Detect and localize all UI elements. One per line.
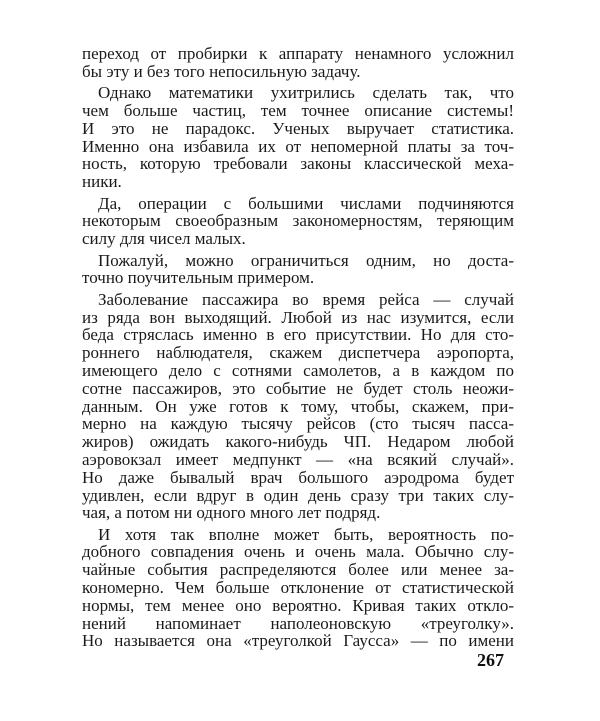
text-line: имеющего дело с сотнями самолетов, а в каждом по (82, 360, 514, 380)
text-line: роннего наблюдателя, скажем диспетчера аэропорта, (82, 343, 514, 363)
text-line: ники. (82, 172, 122, 192)
text-line: силу для чисел малых. (82, 229, 246, 249)
text-line: Именно она избавила их от непомерной платы за точ- (82, 136, 514, 156)
text-line: кономерно. Чем больше отклонение от статистической (82, 578, 514, 598)
paragraph (82, 84, 514, 191)
text-line: Но даже бывалый врач большого аэродрома будет (82, 467, 514, 487)
text-line: Но называется она «треуголкой Гаусса» — по имени (82, 631, 514, 651)
text-line: чем больше частиц, тем точнее описание системы! (82, 100, 514, 120)
text-line: сотне пассажиров, это событие не будет столь неожи- (82, 378, 514, 398)
text-line: добного совпадения очень и очень мала. Обычно слу- (82, 542, 514, 562)
text-line: Однако математики ухитрились сделать так, что (98, 83, 514, 103)
text-line: чая, а потом ни одного много лет подряд. (82, 503, 381, 523)
text-line: Да, операции с большими числами подчиняются (98, 193, 514, 213)
text-line: нений напоминает наполеоновскую «треуголку». (82, 613, 514, 633)
text-line: мерно на каждую тысячу рейсов (сто тысяч пасса- (82, 414, 514, 434)
text-line: И хотя так вполне может быть, вероятность по- (98, 524, 514, 544)
paragraph (82, 291, 514, 522)
text-line: из ряда вон выходящий. Любой из нас изумится, если (82, 307, 514, 327)
text-line: Пожалуй, можно ограничиться одним, но доста- (98, 250, 514, 270)
text-line: И это не парадокс. Ученых выручает статистика. (82, 118, 514, 138)
text-line: данным. Он уже готов к тому, чтобы, скажем, при- (82, 396, 514, 416)
text-line: чайные события распределяются более или менее за- (82, 560, 514, 580)
paragraph (82, 252, 514, 288)
text-line: Заболевание пассажира во время рейса — случай (98, 289, 514, 309)
paragraph (82, 195, 514, 248)
text-line: удивлен, если вдруг в один день сразу три таких слу- (82, 485, 514, 505)
text-line: нормы, тем менее оно вероятно. Кривая таких откло- (82, 595, 514, 615)
paragraph (82, 45, 514, 81)
text-line: некоторым своеобразным закономерностям, теряющим (82, 211, 514, 231)
text-line: аэровокзал имеет медпункт — «на всякий случай». (82, 449, 514, 469)
paragraph (82, 526, 514, 651)
text-line: беда стряслась именно в его присутствии. Но для сто- (82, 325, 514, 345)
text-line: ность, которую требовали законы классической меха- (82, 154, 514, 174)
text-line: жиров) ожидать какого-нибудь ЧП. Недаром любой (82, 432, 514, 452)
text-line: точно поучительным примером. (82, 268, 315, 288)
page-number: 267 (477, 650, 504, 670)
text-line: переход от пробирки к аппарату ненамного усложнил (82, 44, 514, 63)
text-line: бы эту и без того непосильную задачу. (82, 61, 361, 81)
page-body (82, 45, 514, 654)
